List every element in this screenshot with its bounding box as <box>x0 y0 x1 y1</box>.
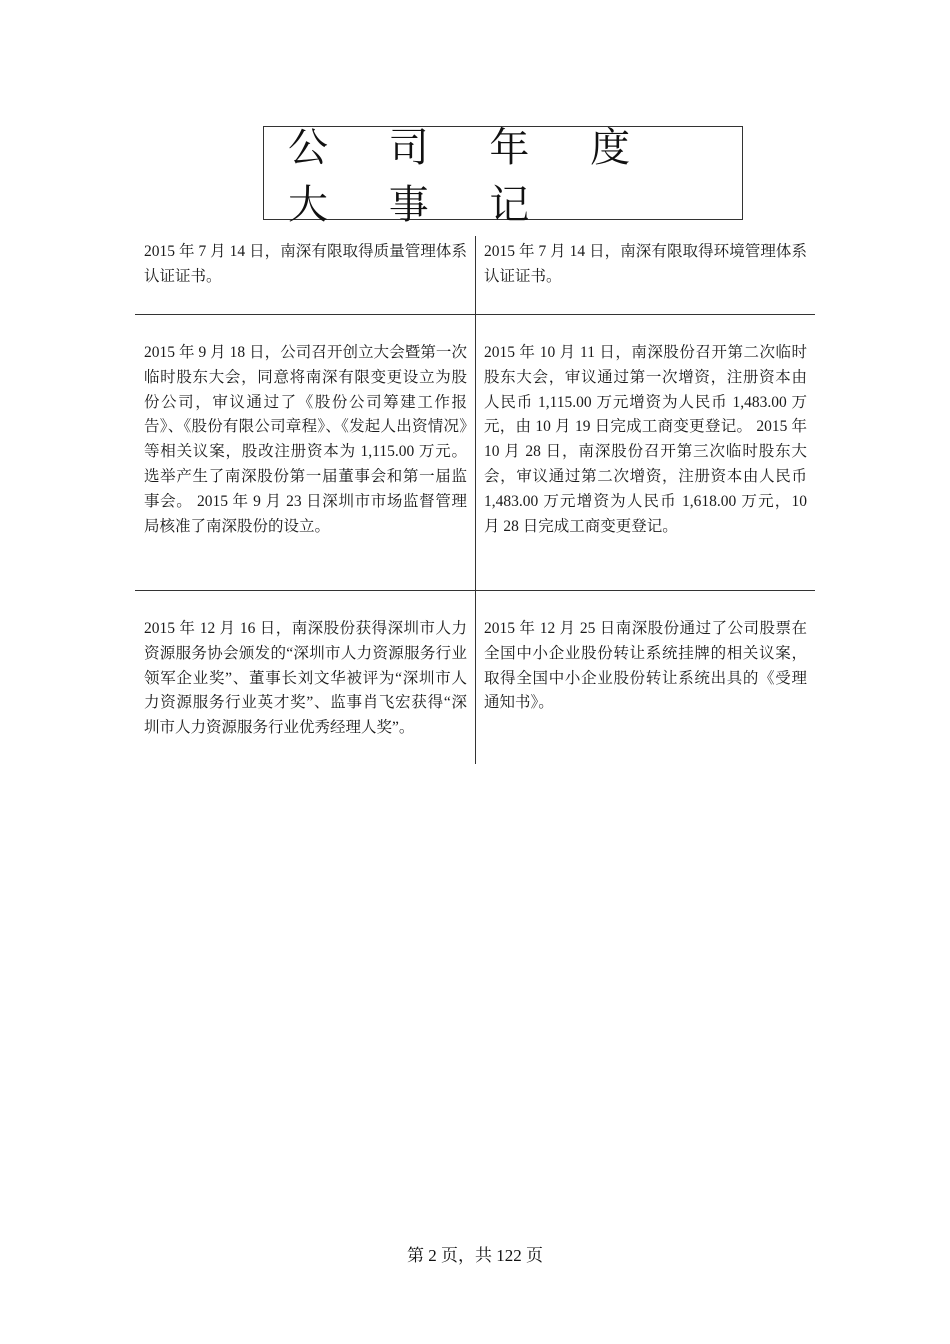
event-2015-12-16-awards: 2015 年 12 月 16 日，南深股份获得深圳市人力资源服务协会颁发的“深圳市人力资源服务行业领军企业奖”、董事长刘文华被评为“深圳市人力资源服务行业英才奖”、监事肖飞宏获得“深圳市人力资源服务行业优秀经理人奖”。 <box>144 620 467 737</box>
column-divider <box>475 236 476 764</box>
row-divider-1 <box>135 314 815 315</box>
event-2015-07-14-environment: 2015 年 7 月 14 日，南深有限取得环境管理体系认证证书。 <box>484 243 807 285</box>
title-box <box>263 125 743 228</box>
event-2015-10-capital-increase: 2015 年 10 月 11 日，南深股份召开第二次临时股东大会，审议通过第一次增资，注册资本由人民币 1,115.00 万元增资为人民币 1,483.00 万元，由 10 月 19 日完成工商变更登记。 2015 年 10 月 28 日，南深股份召开第三次临时股东大会，审议通过第二次增资，注册资本由人民币 1,483.00 万元增资为人民币 1,618.00 万元，10 月 28 日完成工商变更登记。 <box>484 344 807 535</box>
row-divider-2 <box>135 590 815 591</box>
page-title: 公 司 年 度 大 事 记 <box>288 125 655 228</box>
event-2015-09-18-founding: 2015 年 9 月 18 日，公司召开创立大会暨第一次临时股东大会，同意将南深有限变更设立为股份公司，审议通过了《股份公司筹建工作报告》、《股份有限公司章程》、《发起人出资情况》等相关议案，股改注册资本为 1,115.00 万元。选举产生了南深股份第一届董事会和第一届监事会。 2015 年 9 月 23 日深圳市市场监督管理局核准了南深股份的设立。 <box>144 344 467 535</box>
event-2015-07-14-quality: 2015 年 7 月 14 日，南深有限取得质量管理体系认证证书。 <box>144 243 467 285</box>
page-number: 第 2 页，共 122 页 <box>407 1246 543 1265</box>
event-2015-12-25-listing: 2015 年 12 月 25 日南深股份通过了公司股票在全国中小企业股份转让系统挂牌的相关议案，取得全国中小企业股份转让系统出具的《受理通知书》。 <box>484 620 807 712</box>
